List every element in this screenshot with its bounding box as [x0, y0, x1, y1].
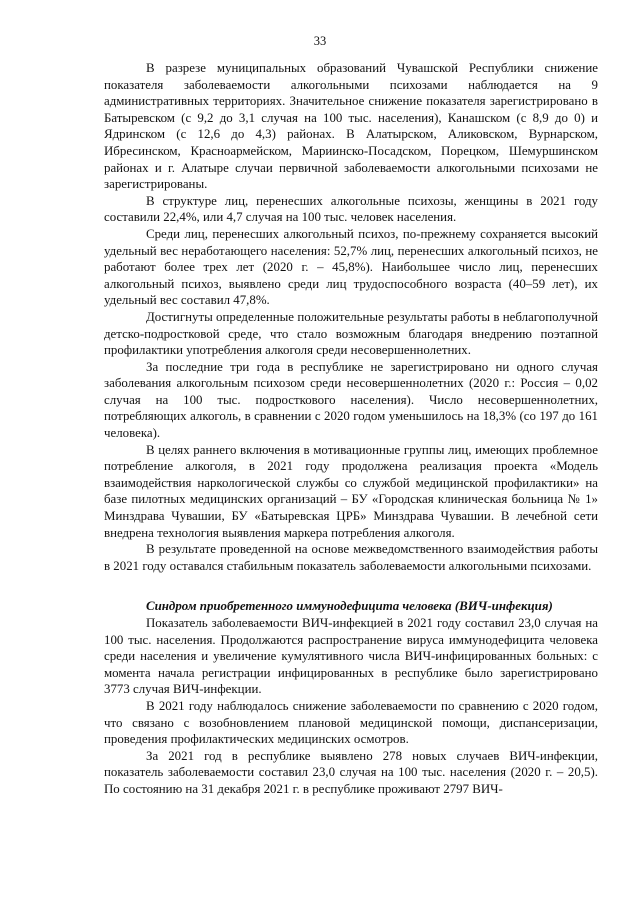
paragraph: В целях раннего включения в мотивационные группы лиц, имеющих проблемное потребление алкоголя, в 2021 году продолжена реализация проекта «Модель взаимодействия наркологической службы со службой медицинской профилактики» на базе пилотных медицинских организаций – БУ «Городская клиническая больница № 1» Минздрава Чувашии, БУ «Батыревская ЦРБ» Минздрава Чувашии. В лечебной сети внедрена технология выявления маркера потребления алкоголя.	[104, 442, 598, 540]
page-number: 33	[313, 34, 327, 48]
section-heading: Синдром приобретенного иммунодефицита человека (ВИЧ-инфекция)	[146, 599, 553, 614]
paragraph: Среди лиц, перенесших алкогольный психоз, по-прежнему сохраняется высокий удельный вес неработающего населения: 52,7% лиц, перенесших алкогольный психоз, не работают более трех лет (2020 г. – 45,8%). Наибольшее число лиц, перенесших алкогольный психоз, выявлено среди лиц трудоспособного возраста (40–59 лет), их удельный вес составил 47,8%.	[104, 226, 598, 308]
paragraph: Достигнуты определенные положительные результаты работы в неблагополучной детско-подростковой среде, что стало возможным благодаря внедрению поэтапной профилактики употребления алкоголя среди несовершеннолетних.	[104, 309, 598, 358]
paragraph: За последние три года в республике не зарегистрировано ни одного случая заболевания алкогольным психозом среди несовершеннолетних (2020 г.: Россия – 0,02 случая на 100 тыс. подросткового населения). Число несовершеннолетних, потребляющих алкоголь, в сравнении с 2020 годом уменьшилось на 18,3% (со 197 до 161 человека).	[104, 359, 598, 441]
paragraph: В структуре лиц, перенесших алкогольные психозы, женщины в 2021 году составили 22,4%, или 4,7 случая на 100 тыс. человек населения.	[104, 193, 598, 225]
paragraph: В разрезе муниципальных образований Чувашской Республики снижение показателя заболеваемости алкогольными психозами наблюдается на 9 административных территориях. Значительное снижение показателя зарегистрировано в Батыревском (с 9,2 до 3,1 случая на 100 тыс. населения), Канашском (с 8,9 до 0) и Ядринском (с 12,6 до 4,3) районах. В Алатырском, Аликовском, Вурнарском, Ибресинском, Красноармейском, Мариинско-Посадском, Порецком, Шемуршинском районах и г. Алатыре случаи первичной заболеваемости алкогольными психозами не зарегистрированы.	[104, 61, 598, 192]
paragraph: За 2021 год в республике выявлено 278 новых случаев ВИЧ-инфекции, показатель заболеваемости составил 23,0 случая на 100 тыс. населения (2020 г. – 20,5). По состоянию на 31 декабря 2021 г. в республике проживают 2797 ВИЧ-	[104, 748, 598, 796]
paragraph: В результате проведенной на основе межведомственного взаимодействия работы в 2021 году оставался стабильным показатель заболеваемости алкогольными психозами.	[104, 542, 598, 573]
paragraph: В 2021 году наблюдалось снижение заболеваемости по сравнению с 2020 годом, что связано с возобновлением плановой медицинской помощи, диспансеризации, проведения профилактических медицинских осмотров.	[104, 698, 598, 747]
paragraph: Показатель заболеваемости ВИЧ-инфекцией в 2021 году составил 23,0 случая на 100 тыс. населения. Продолжаются распространение вируса иммунодефицита человека среди населения и увеличение кумулятивного числа ВИЧ-инфицированных больных: с момента начала регистрации инфицированных в республике было зарегистрировано 3773 случая ВИЧ-инфекции.	[104, 616, 598, 697]
page-body	[104, 60, 598, 798]
